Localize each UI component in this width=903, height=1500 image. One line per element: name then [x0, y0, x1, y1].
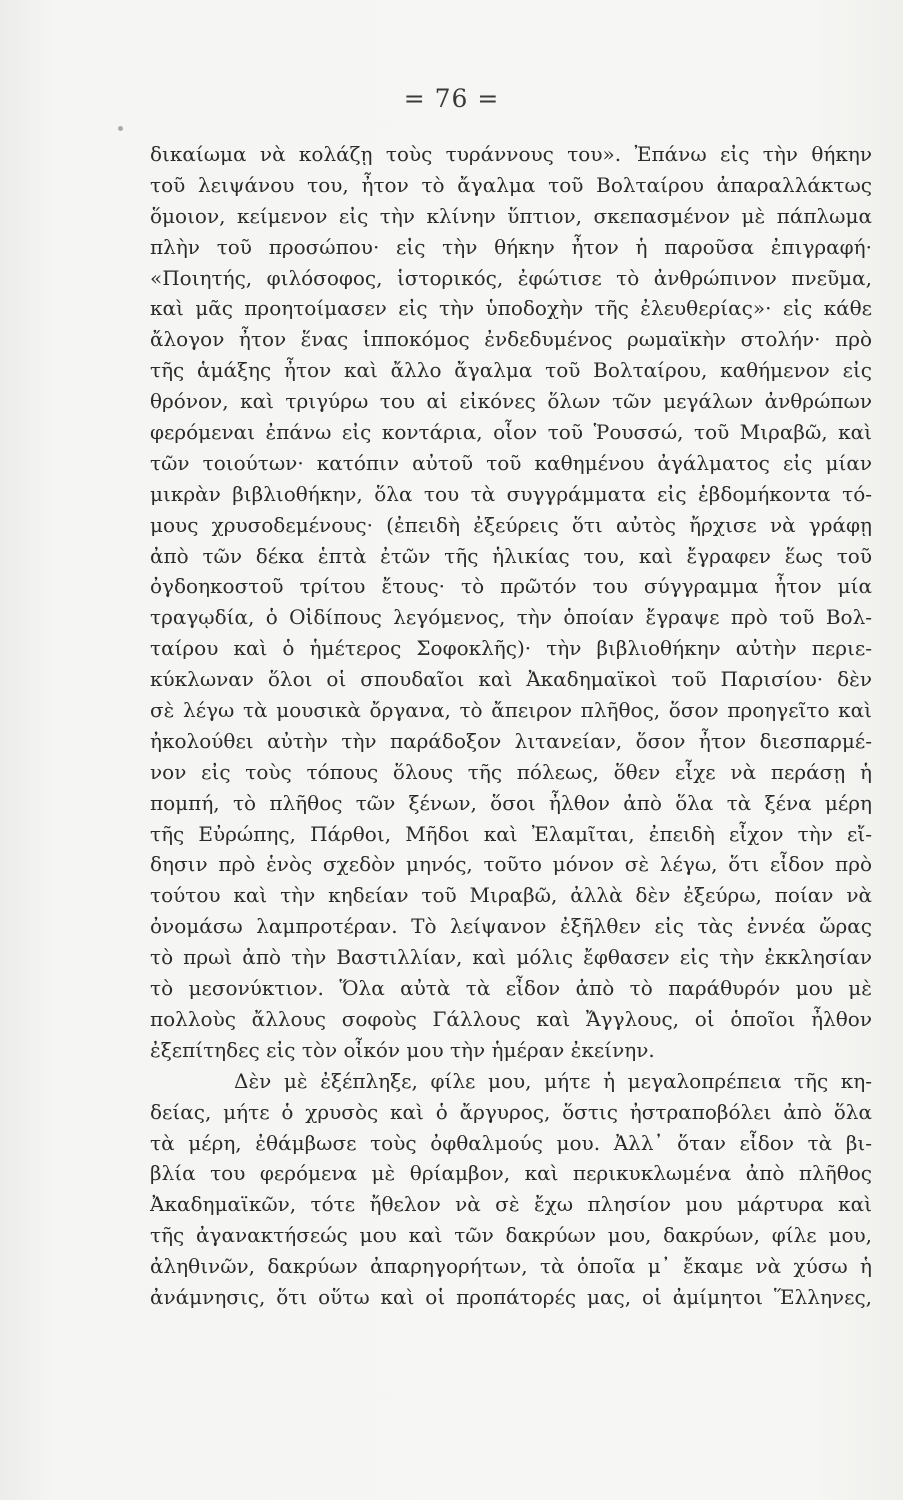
text-line: ὅμοιον, κείμενον εἰς τὴν κλίνην ὕπτιον, σκεπασμένον μὲ πάπλωμα [150, 203, 872, 228]
text-line: τῆς ἀγανακτήσεώς μου καὶ τῶν δακρύων μου, δακρύων, φίλε μου, [150, 1223, 872, 1248]
text-line: πλὴν τοῦ προσώπου· εἰς τὴν θήκην ἦτον ἡ παροῦσα ἐπιγραφή· [150, 234, 872, 259]
body-text [150, 139, 872, 1313]
text-line: βλία του φερόμενα μὲ θρίαμβον, καὶ περικυκλωμένα ἀπὸ πλῆθος [150, 1161, 872, 1186]
text-line: ὀγδοηκοστοῦ τρίτου ἔτους· τὸ πρῶτόν του σύγγραμμα ἦτον μία [150, 574, 872, 599]
text-line: τῶν τοιούτων· κατόπιν αὐτοῦ τοῦ καθημένου ἀγάλματος εἰς μίαν [150, 450, 872, 475]
text-line: σὲ λέγω τὰ μουσικὰ ὄργανα, τὸ ἄπειρον πλῆθος, ὅσον προηγεῖτο καὶ [150, 698, 872, 723]
text-line: φερόμεναι ἐπάνω εἰς κοντάρια, οἷον τοῦ Ῥουσσώ, τοῦ Μιραβῶ, καὶ [150, 420, 872, 445]
text-line: ἠκολούθει αὐτὴν τὴν παράδοξον λιτανείαν, ὅσον ἦτον διεσπαρμέ- [150, 728, 872, 753]
text-line: «Ποιητής, φιλόσοφος, ἱστορικός, ἐφώτισε τὸ ἀνθρώπινον πνεῦμα, [150, 265, 872, 290]
text-line: νον εἰς τοὺς τόπους ὅλους τῆς πόλεως, ὅθεν εἶχε νὰ περάσῃ ἡ [150, 759, 872, 784]
text-line: θρόνον, καὶ τριγύρω του αἱ εἰκόνες ὅλων τῶν μεγάλων ἀνθρώπων [150, 389, 872, 414]
text-line: Ἀκαδημαϊκῶν, τότε ἤθελον νὰ σὲ ἔχω πλησίον μου μάρτυρα καὶ [150, 1192, 872, 1217]
text-line: ταίρου καὶ ὁ ἡμέτερος Σοφοκλῆς)· τὴν βιβλιοθήκην αὐτὴν περιε- [150, 636, 872, 661]
text-line: ἄλογον ἦτον ἕνας ἱπποκόμος ἐνδεδυμένος ρωμαϊκὴν στολήν· πρὸ [150, 327, 872, 352]
page-number: = 76 = [403, 84, 500, 113]
text-line: ἐξεπίτηδες εἰς τὸν οἶκόν μου τὴν ἡμέραν ἐκείνην. [150, 1037, 655, 1062]
text-line: ὀνομάσω λαμπροτέραν. Τὸ λείψανον ἐξῆλθεν εἰς τὰς ἐννέα ὥρας [150, 914, 872, 939]
text-line: τραγῳδία, ὁ Οἰδίπους λεγόμενος, τὴν ὁποίαν ἔγραψε πρὸ τοῦ Βολ- [150, 605, 872, 630]
text-line: ἀνάμνησις, ὅτι οὕτω καὶ οἱ προπάτορές μας, οἱ ἀμίμητοι Ἕλληνες, [150, 1284, 872, 1309]
text-line: καὶ μᾶς προητοίμασεν εἰς τὴν ὑποδοχὴν τῆς ἐλευθερίας»· εἰς κάθε [150, 296, 872, 321]
text-line: τὸ μεσονύκτιον. Ὅλα αὐτὰ τὰ εἶδον ἀπὸ τὸ παράθυρόν μου μὲ [150, 976, 872, 1001]
text-line: Δὲν μὲ ἐξέπληξε, φίλε μου, μήτε ἡ μεγαλοπρέπεια τῆς κη- [234, 1068, 872, 1093]
text-line: πολλοὺς ἄλλους σοφοὺς Γάλλους καὶ Ἄγγλους, οἱ ὁποῖοι ἦλθον [150, 1006, 872, 1031]
text-line: μους χρυσοδεμένους· (ἐπειδὴ ἐξεύρεις ὅτι αὐτὸς ἤρχισε νὰ γράφῃ [150, 512, 872, 537]
text-line: μικρὰν βιβλιοθήκην, ὅλα του τὰ συγγράμματα εἰς ἑβδομήκοντα τό- [150, 481, 872, 506]
text-line: ἀληθινῶν, δακρύων ἀπαρηγορήτων, τὰ ὁποῖα μ᾽ ἔκαμε νὰ χύσω ἡ [150, 1254, 872, 1279]
text-line: πομπή, τὸ πλῆθος τῶν ξένων, ὅσοι ἦλθον ἀπὸ ὅλα τὰ ξένα μέρη [150, 790, 872, 815]
text-line: τούτου καὶ τὴν κηδείαν τοῦ Μιραβῶ, ἀλλὰ δὲν ἐξεύρω, ποίαν νὰ [150, 883, 872, 908]
text-line: τὸ πρωὶ ἀπὸ τὴν Βαστιλλίαν, καὶ μόλις ἔφθασεν εἰς τὴν ἐκκλησίαν [150, 945, 872, 970]
text-line: τὰ μέρη, ἐθάμβωσε τοὺς ὀφθαλμούς μου. Ἀλλ᾽ ὅταν εἶδον τὰ βι- [150, 1130, 872, 1155]
text-line: κύκλωναν ὅλοι οἱ σπουδαῖοι καὶ Ἀκαδημαϊκοὶ τοῦ Παρισίου· δὲν [150, 667, 872, 692]
text-line: τῆς Εὐρώπης, Πάρθοι, Μῆδοι καὶ Ἐλαμῖται, ἐπειδὴ εἶχον τὴν εἴ- [150, 821, 872, 846]
text-line: τοῦ λειψάνου του, ἦτον τὸ ἄγαλμα τοῦ Βολταίρου ἀπαραλλάκτως [150, 172, 872, 197]
text-line: δικαίωμα νὰ κολάζῃ τοὺς τυράννους του». Ἐπάνω εἰς τὴν θήκην [150, 142, 872, 166]
ink-speck [118, 126, 123, 131]
text-line: ἀπὸ τῶν δέκα ἑπτὰ ἐτῶν τῆς ἡλικίας του, καὶ ἔγραφεν ἕως τοῦ [150, 543, 872, 568]
text-line: δείας, μήτε ὁ χρυσὸς καὶ ὁ ἄργυρος, ὅστις ἠστραποβόλει ἀπὸ ὅλα [150, 1099, 872, 1124]
text-line: δησιν πρὸ ἑνὸς σχεδὸν μηνός, τοῦτο μόνον σὲ λέγω, ὅτι εἶδον πρὸ [150, 852, 872, 877]
text-line: τῆς ἁμάξης ἦτον καὶ ἄλλο ἄγαλμα τοῦ Βολταίρου, καθήμενον εἰς [150, 358, 872, 383]
